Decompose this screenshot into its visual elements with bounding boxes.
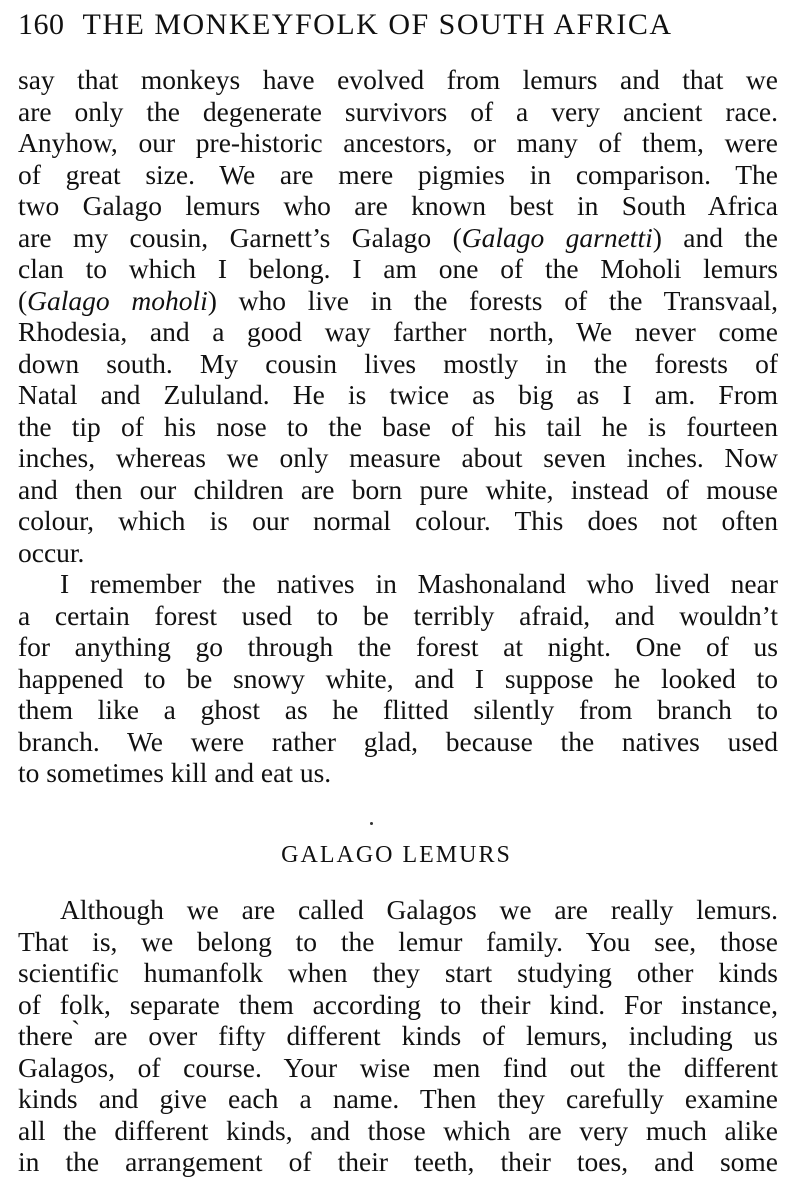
text-line: and then our children are born pure white, instead of mouse	[18, 473, 778, 505]
page-number: 160	[18, 8, 65, 41]
text-line: kinds and give each a name. Then they carefully examine	[18, 1083, 778, 1114]
text-line: Rhodesia, and a good way farther north, We never come	[18, 316, 778, 347]
text-line: to sometimes kill and eat us.	[18, 757, 332, 788]
species-name: Galago moholi	[27, 284, 208, 316]
text-line: say that monkeys have evolved from lemurs and that we	[18, 64, 778, 95]
text-line: branch. We were rather glad, because the natives used	[18, 725, 778, 757]
text-line: are my cousin, Garnett’s Galago (Galago garnetti) and the	[18, 221, 778, 253]
text-line: of folk, separate them according to their kind. For instance,	[18, 988, 778, 1020]
text-line: them like a ghost as he flitted silently from branch to	[18, 694, 778, 725]
text-line: are only the degenerate survivors of a very ancient race.	[18, 95, 778, 127]
text-line: down south. My cousin lives mostly in the forests of	[18, 347, 778, 379]
section-ornament-dot	[370, 822, 373, 825]
species-name: Galago garnetti	[461, 221, 653, 253]
section-title: GALAGO LEMURS	[281, 842, 512, 868]
text-line: That is, we belong to the lemur family. You see, those	[18, 925, 778, 957]
text-line: a certain forest used to be terribly afraid, and wouldn’t	[18, 599, 778, 631]
running-title: THE MONKEYFOLK OF SOUTH AFRICA	[82, 8, 673, 41]
text-line: Anyhow, our pre-historic ancestors, or many of them, were	[18, 127, 778, 158]
text-line: the tip of his nose to the base of his tail he is fourteen	[18, 410, 778, 442]
text-line: happened to be snowy white, and I suppose he looked to	[18, 662, 778, 694]
paragraph-2	[18, 568, 778, 789]
text-line: in the arrangement of their teeth, their toes, and some	[18, 1146, 778, 1177]
text-line: occur.	[18, 536, 85, 568]
text-line: (Galago moholi) who live in the forests of the Transvaal,	[18, 284, 779, 316]
text-line: there ̀are over fifty different kinds of lemurs, including us	[18, 1020, 778, 1051]
text-line: scientific humanfolk when they start studying other kinds	[18, 957, 778, 988]
text-line: Natal and Zululand. He is twice as big as I am. From	[18, 379, 778, 410]
text-line: Although we are called Galagos we are really lemurs.	[60, 894, 778, 925]
text-line: I remember the natives in Mashonaland who lived near	[60, 568, 778, 599]
text-line: all the different kinds, and those which are very much alike	[18, 1114, 778, 1146]
running-header	[18, 8, 778, 52]
paragraph-1	[18, 64, 778, 568]
text-line: colour, which is our normal colour. This does not often	[18, 505, 778, 536]
text-line: two Galago lemurs who are known best in South Africa	[18, 190, 778, 221]
text-line: clan to which I belong. I am one of the Moholi lemurs	[18, 253, 778, 284]
text-line: for anything go through the forest at night. One of us	[18, 631, 778, 662]
text-line: inches, whereas we only measure about seven inches. Now	[18, 442, 778, 473]
text-line: of great size. We are mere pigmies in comparison. The	[18, 158, 778, 190]
text-line: Galagos, of course. Your wise men find out the different	[18, 1051, 778, 1083]
paragraph-3	[18, 894, 778, 1178]
